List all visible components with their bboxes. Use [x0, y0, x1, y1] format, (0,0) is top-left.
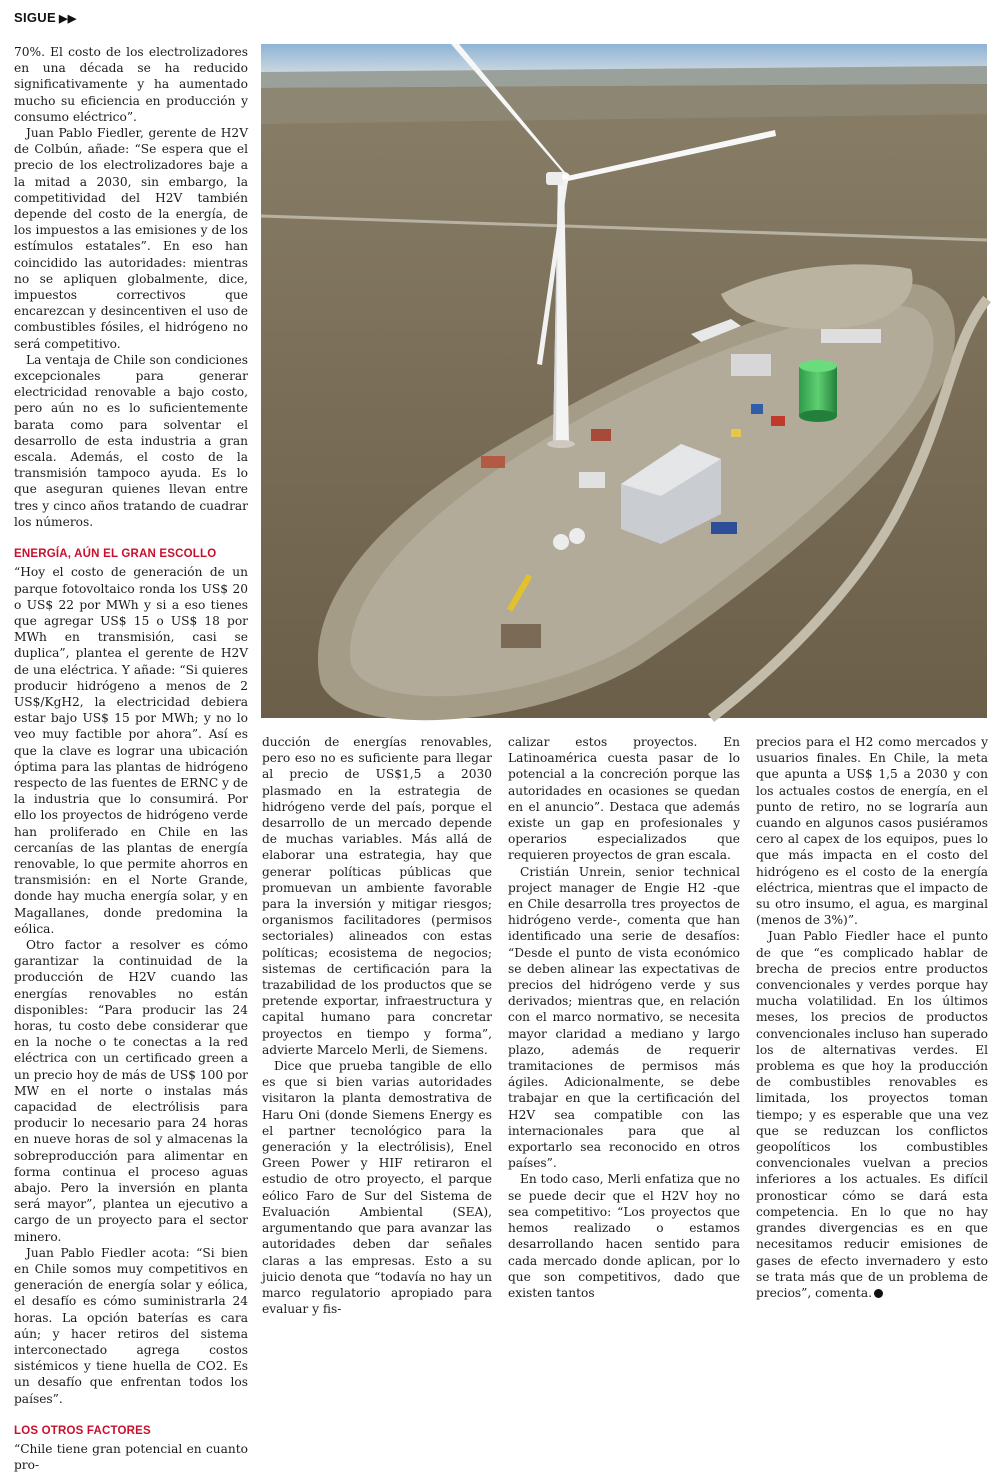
article-column-1 [14, 44, 248, 1473]
paragraph: ducción de energías renovables, pero eso no es suficiente para llegar al precio de US$1,5 a 2030 plasmado en la estrategia de hidrógeno verde del país, porque el desarrollo de un mercado depende de muchas variables. Más allá de elaborar una estrategia, hay que generar políticas públicas que promuevan un ambiente favorable para la inversión y mitigar riesgos; organismos facilitadores (permisos sectoriales) alineados con estas políticas; ecosistema de negocios; sistemas de certificación para la trazabilidad de los productos que se pretende exportar, infraestructura y capital humano para concretar proyectos en tiempo y forma”, advierte Marcelo Merli, de Siemens. [262, 735, 492, 1057]
continued-label [14, 10, 77, 25]
paragraph: Cristián Unrein, senior technical project manager de Engie H2 -que en Chile desarrolla tres proyectos de hidrógeno verde-, comenta que han identificado una serie de desafíos: “Desde el punto de vista económico se deben alinear las expectativas de precios del hidrógeno verde y sus derivados; mientras que, en relación con el marco normativo, se necesita mayor claridad a mediano y largo plazo, además de requerir tramitaciones de permisos más ágiles. Adicionalmente, se debe trabajar en que la certificación del H2V sea compatible con las internacionales para que al exportarlo sea reconocido en otros países”. [508, 864, 740, 1171]
paragraph: 70%. El costo de los electrolizadores en una década se ha reducido significativamente y ha aumentado mucho su eficiencia en producción y consumo eléctrico”. [14, 45, 248, 124]
paragraph: Dice que prueba tangible de ello es que si bien varias autoridades visitaron la planta demostrativa de Haru Oni (donde Siemens Energy es el partner tecnológico para la generación y la electrólisis), Enel Green Power y HIF retiraron el estudio de otro proyecto, el parque eólico Faro de Sur del Sistema de Evaluación Ambiental (SEA), argumentando que para avanzar las autoridades deben dar señales claras a las empresas. Esto a su juicio denota que “todavía no hay un marco regulatorio apropiado para evaluar y fis- [262, 1059, 492, 1317]
end-mark-icon: P [874, 1289, 883, 1298]
article-column-2 [262, 734, 492, 1317]
paragraph: calizar estos proyectos. En Latinoamérica cuesta pasar de lo potencial a la concreción porque las autoridades en ocasiones se quedan en el anuncio”. Destaca que además existe un gap en profesionales y operarios especializados que requieren proyectos de gran escala. [508, 735, 740, 863]
section-heading-energy: ENERGÍA, AÚN EL GRAN ESCOLLO [14, 548, 217, 561]
paragraph: Juan Pablo Fiedler acota: “Si bien en Chile somos muy competitivos en generación de energía solar y eólica, el desafío es cómo suministrarla 24 horas. La opción baterías es cara aún; y hacer retiros del sistema interconectado agrega costos sistémicos y tiene huella de CO2. Es un desafío que enfrentan todos los países”. [14, 1245, 248, 1406]
paragraph: “Hoy el costo de generación de un parque fotovoltaico ronda los US$ 20 o US$ 22 por MWh y si a eso tienes que agregar US$ 15 o US$ 18 por MWh en transmisión, casi se duplica”, plantea el gerente de H2V de una eléctrica. Y añade: “Si quieres producir hidrógeno a menos de 2 US$/KgH2, la electricidad debiera estar bajo US$ 15 por MWh; y no lo veo muy factible por ahora”. Así es que la clave es lograr una ubicación óptima para las plantas de hidrógeno respecto de las fuentes de ERNC y de la industria que lo consumirá. Por ello los proyectos de hidrógeno verde han proliferado en Chile en las cercanías de las plantas de energía renovable, lo que permite ahorros en transmisión: en el Norte Grande, donde hay mucha energía solar, y en Magallanes, donde predomina la eólica. [14, 565, 248, 936]
paragraph: “Chile tiene gran potencial en cuanto pro- [14, 1442, 248, 1473]
paragraph: La ventaja de Chile son condiciones excepcionales para generar electricidad renovable a bajo costo, pero aún no es lo suficientemente barata como para solventar el desarrollo de esta industria a gran escala. Además, el costo de la transmisión tampoco ayuda. Es lo que aseguran quienes llevan entre tres y cinco años tratando de cuadrar los números. [14, 352, 248, 529]
double-arrow-icon: ▶▶ [58, 13, 77, 25]
aerial-photo-illustration [261, 44, 987, 718]
paragraph [756, 928, 988, 1301]
article-column-3 [508, 734, 740, 1301]
continued-text: SIGUE [14, 10, 56, 25]
article-column-4 [756, 734, 988, 1301]
section-heading-other-factors: LOS OTROS FACTORES [14, 1424, 151, 1437]
paragraph: precios para el H2 como mercados y usuarios finales. En Chile, la meta que apunta a US$ 1,5 a 2030 y con los actuales costos de energía, en el punto de retiro, no se lograría aun cuando en algunos casos pusiéramos cero al capex de los equipos, pues lo que más impacta en el costo del hidrógeno es el costo de la energía eléctrica, mientras que el impacto de su otro insumo, el agua, es marginal (menos de 3%)”. [756, 735, 988, 928]
paragraph: Juan Pablo Fiedler, gerente de H2V de Colbún, añade: “Se espera que el precio de los electrolizadores baje a la mitad a 2030, sin embargo, la competitividad del H2V también depende del costo de la energía, de los impuestos a las emisiones y de los estímulos estatales”. En eso han coincidido las autoridades: mientras no se apliquen globalmente, dice, impuestos correctivos que encarezcan y desincentiven el uso de combustibles fósiles, el hidrógeno no será competitivo. [14, 126, 248, 351]
paragraph: En todo caso, Merli enfatiza que no se puede decir que el H2V hoy no sea competitivo: “Los proyectos que hemos realizado o estamos desarrollando hacen sentido para cada mercado donde aplican, por lo que son competitivos, dado que existen tantos [508, 1172, 740, 1300]
wind-turbine-plant-photo [261, 44, 987, 718]
paragraph: Otro factor a resolver es cómo garantizar la continuidad de la producción de H2V cuando las energías renovables no están disponibles: “Para producir las 24 horas, tu costo debe considerar que en la noche o te conectas a la red eléctrica con un certificado green a un precio hoy de más de US$ 100 por MW en el norte o instalas más capacidad de electrólisis para producir lo necesario para 24 horas en nueve horas de sol y almacenas la sobreproducción para alimentar en forma continua el proceso aguas abajo. Pero la inversión en planta será mayor”, plantea un ejecutivo a cargo de un proyecto para el sector minero. [14, 937, 248, 1244]
paragraph-text: Juan Pablo Fiedler hace el punto de que “es complicado hablar de brecha de precios entre productos convencionales y verdes porque hay mucha volatilidad. En los últimos meses, los precios de productos convencionales incluso han superado los de alternativas verdes. El problema es que hoy la producción de combustibles renovables es limitada, los proyectos toman tiempo; y es esperable que una vez que se reduzcan los conflictos geopolíticos los combustibles convencionales vuelvan a precios inferiores a los actuales. Es difícil pronosticar cómo se dará esta competencia. En lo que no hay grandes divergencias es en que necesitamos reducir emisiones de gases de efecto invernadero y esto se trata más que de un problema de precios”, comenta. [756, 929, 988, 1300]
